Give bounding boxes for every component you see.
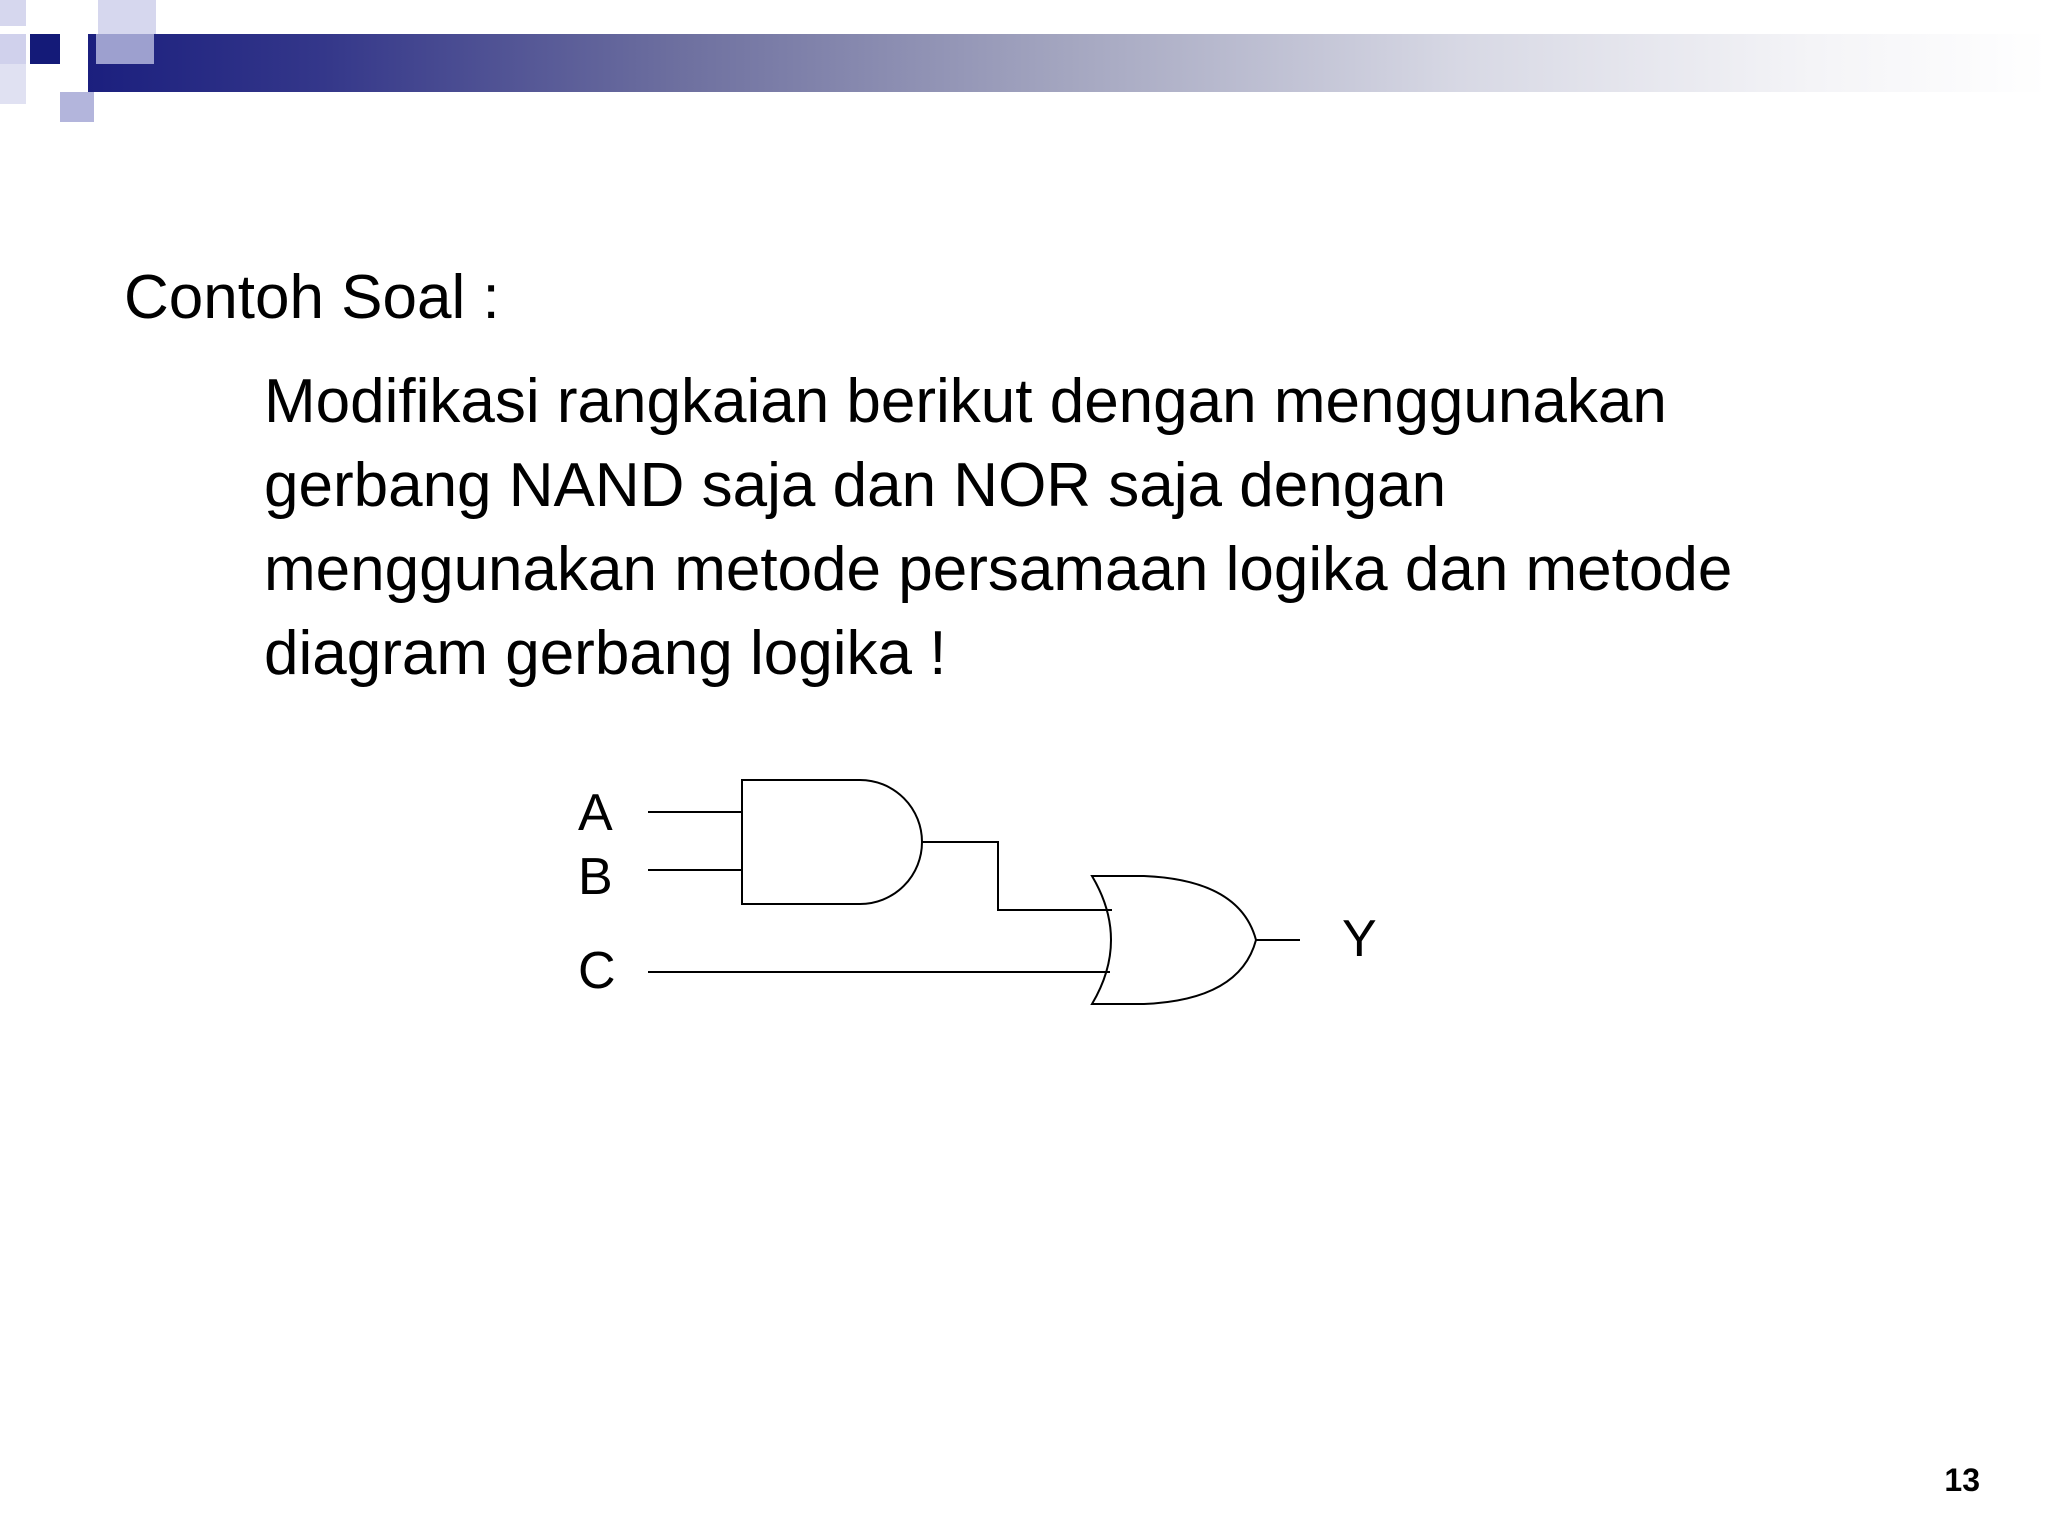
input-label-a: A	[578, 784, 613, 842]
output-label-y: Y	[1342, 910, 1377, 968]
input-label-c: C	[578, 942, 616, 1000]
decor-square-light-bottom	[60, 92, 94, 122]
input-label-b: B	[578, 848, 613, 906]
body-line-3: menggunakan metode persamaan logika dan metode	[264, 535, 1733, 604]
header-gradient-bar	[88, 34, 2048, 92]
slide-body	[264, 360, 1984, 696]
body-line-4: diagram gerbang logika !	[264, 619, 947, 688]
decor-square-light-top	[0, 0, 26, 26]
and-gate	[742, 780, 922, 904]
slide-heading: Contoh Soal :	[124, 263, 500, 332]
body-line-2: gerbang NAND saja dan NOR saja dengan	[264, 451, 1447, 520]
decor-square-light-top-2	[98, 0, 156, 34]
decor-square-light-left	[0, 34, 26, 64]
decor-square-mid	[96, 34, 154, 64]
decor-square-light-bottom-left	[0, 64, 26, 104]
logic-circuit-diagram	[560, 760, 1377, 1020]
or-gate	[1092, 876, 1256, 1004]
decor-square-dark	[30, 34, 60, 64]
body-line-1: Modifikasi rangkaian berikut dengan menggunakan	[264, 367, 1667, 436]
wire-and-to-or	[922, 842, 1112, 910]
page-number: 13	[1944, 1462, 1980, 1498]
